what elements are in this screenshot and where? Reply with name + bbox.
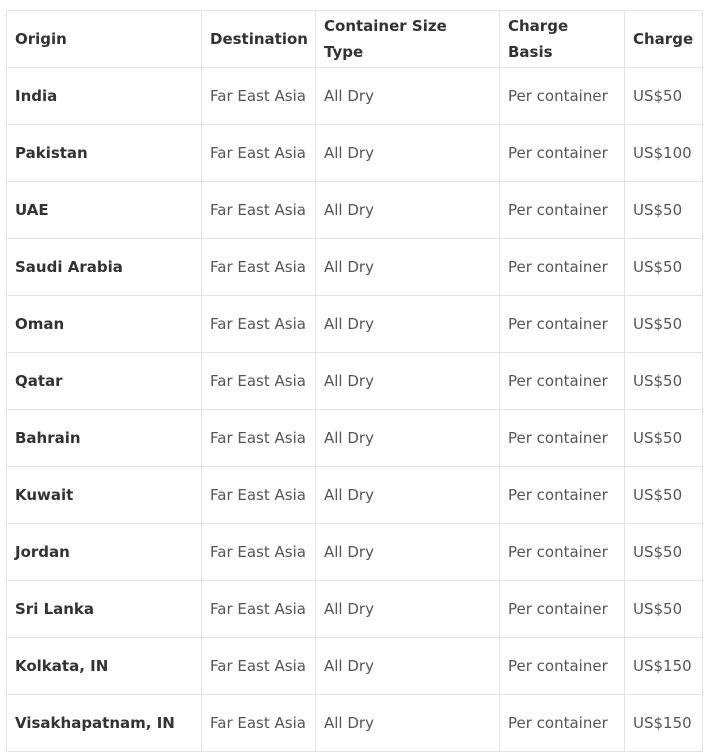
cell-container-size-type: All Dry — [316, 296, 500, 353]
cell-charge-basis: Per container — [500, 239, 625, 296]
table-row — [7, 125, 703, 182]
cell-origin: Qatar — [7, 353, 202, 410]
table-row — [7, 296, 703, 353]
cell-destination: Far East Asia — [202, 296, 316, 353]
cell-container-size-type: All Dry — [316, 524, 500, 581]
cell-charge: US$100 — [625, 125, 703, 182]
cell-charge-basis: Per container — [500, 467, 625, 524]
cell-charge-basis: Per container — [500, 695, 625, 752]
cell-charge: US$150 — [625, 695, 703, 752]
cell-origin: Pakistan — [7, 125, 202, 182]
cell-origin: Kuwait — [7, 467, 202, 524]
header-charge-basis: Charge Basis — [500, 11, 625, 68]
cell-destination: Far East Asia — [202, 638, 316, 695]
table-row — [7, 182, 703, 239]
cell-origin: UAE — [7, 182, 202, 239]
cell-charge: US$50 — [625, 182, 703, 239]
cell-container-size-type: All Dry — [316, 410, 500, 467]
cell-origin: Visakhapatnam, IN — [7, 695, 202, 752]
cell-container-size-type: All Dry — [316, 68, 500, 125]
cell-container-size-type: All Dry — [316, 353, 500, 410]
cell-origin: Sri Lanka — [7, 581, 202, 638]
cell-charge: US$50 — [625, 353, 703, 410]
cell-container-size-type: All Dry — [316, 239, 500, 296]
cell-charge-basis: Per container — [500, 581, 625, 638]
cell-origin: Kolkata, IN — [7, 638, 202, 695]
cell-container-size-type: All Dry — [316, 125, 500, 182]
header-origin: Origin — [7, 11, 202, 68]
cell-destination: Far East Asia — [202, 353, 316, 410]
table-row — [7, 68, 703, 125]
cell-charge-basis: Per container — [500, 68, 625, 125]
cell-charge-basis: Per container — [500, 638, 625, 695]
table-row — [7, 695, 703, 752]
charges-table — [6, 10, 703, 752]
table-row — [7, 581, 703, 638]
cell-origin: India — [7, 68, 202, 125]
cell-charge: US$50 — [625, 467, 703, 524]
cell-container-size-type: All Dry — [316, 581, 500, 638]
cell-charge: US$50 — [625, 410, 703, 467]
cell-container-size-type: All Dry — [316, 695, 500, 752]
cell-charge-basis: Per container — [500, 296, 625, 353]
cell-origin: Jordan — [7, 524, 202, 581]
cell-destination: Far East Asia — [202, 581, 316, 638]
cell-charge: US$150 — [625, 638, 703, 695]
table-row — [7, 467, 703, 524]
cell-origin: Bahrain — [7, 410, 202, 467]
cell-charge-basis: Per container — [500, 125, 625, 182]
cell-charge-basis: Per container — [500, 524, 625, 581]
cell-charge: US$50 — [625, 296, 703, 353]
cell-charge-basis: Per container — [500, 410, 625, 467]
cell-charge-basis: Per container — [500, 353, 625, 410]
cell-charge: US$50 — [625, 581, 703, 638]
cell-destination: Far East Asia — [202, 125, 316, 182]
cell-container-size-type: All Dry — [316, 467, 500, 524]
cell-origin: Saudi Arabia — [7, 239, 202, 296]
cell-destination: Far East Asia — [202, 524, 316, 581]
cell-charge: US$50 — [625, 68, 703, 125]
cell-destination: Far East Asia — [202, 68, 316, 125]
cell-destination: Far East Asia — [202, 467, 316, 524]
table-body — [7, 68, 703, 752]
cell-origin: Oman — [7, 296, 202, 353]
header-charge: Charge — [625, 11, 703, 68]
cell-destination: Far East Asia — [202, 182, 316, 239]
cell-charge: US$50 — [625, 239, 703, 296]
table-row — [7, 239, 703, 296]
cell-container-size-type: All Dry — [316, 638, 500, 695]
table-row — [7, 524, 703, 581]
cell-destination: Far East Asia — [202, 239, 316, 296]
header-container-size-type: Container Size Type — [316, 11, 500, 68]
table-row — [7, 410, 703, 467]
cell-destination: Far East Asia — [202, 410, 316, 467]
header-destination: Destination — [202, 11, 316, 68]
cell-container-size-type: All Dry — [316, 182, 500, 239]
cell-charge: US$50 — [625, 524, 703, 581]
cell-destination: Far East Asia — [202, 695, 316, 752]
table-row — [7, 353, 703, 410]
table-header-row — [7, 11, 703, 68]
cell-charge-basis: Per container — [500, 182, 625, 239]
table-row — [7, 638, 703, 695]
